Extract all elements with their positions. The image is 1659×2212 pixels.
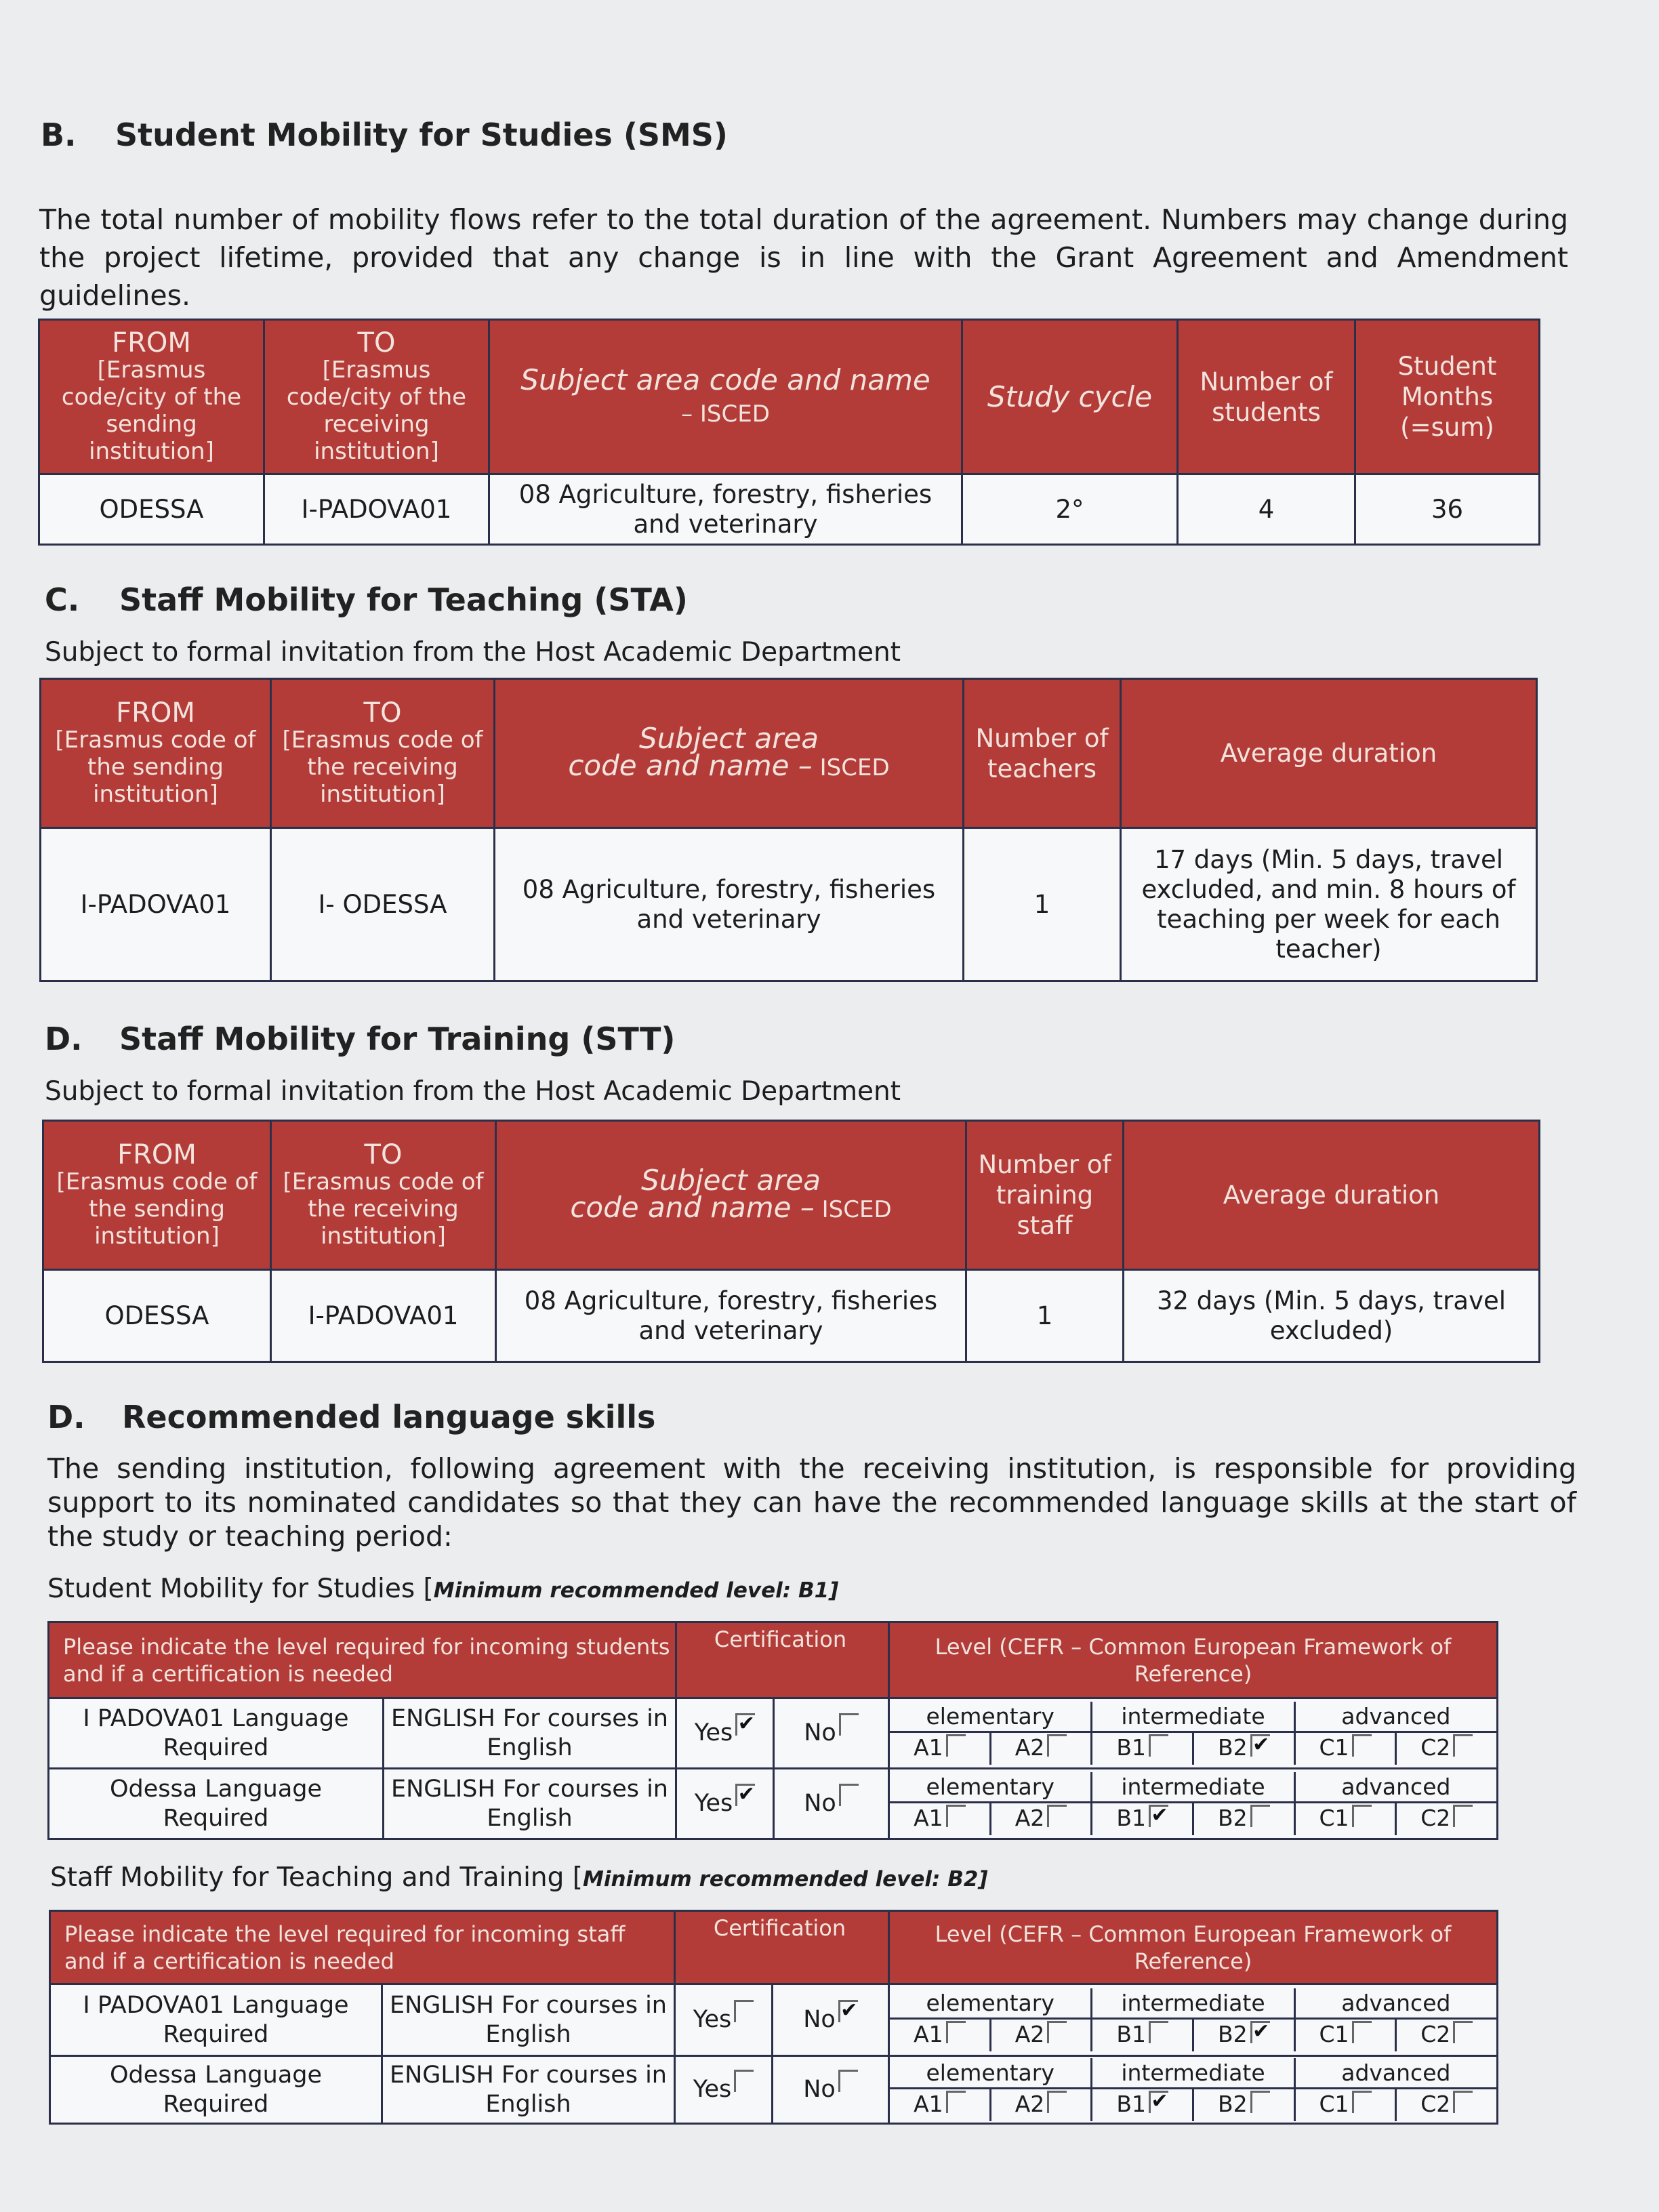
lang-staff-lang-2: ENGLISH For courses in English bbox=[382, 2056, 675, 2124]
checkbox-icon[interactable] bbox=[946, 2091, 966, 2113]
lang-students-lang-2: ENGLISH For courses in English bbox=[384, 1769, 676, 1839]
level-b2[interactable]: B2 ✔ bbox=[1194, 1733, 1296, 1765]
checkbox-icon[interactable]: ✔ bbox=[1250, 2021, 1270, 2043]
sms-heading: B. Student Mobility for Studies (SMS) bbox=[41, 117, 728, 153]
checkbox-icon[interactable] bbox=[1149, 2021, 1168, 2043]
checkbox-icon[interactable] bbox=[839, 1713, 859, 1736]
checkbox-icon[interactable] bbox=[1453, 2091, 1473, 2113]
checkbox-icon[interactable] bbox=[1047, 2091, 1067, 2113]
checkbox-icon[interactable] bbox=[1453, 1805, 1473, 1827]
sta-from: I-PADOVA01 bbox=[41, 828, 271, 981]
checkbox-icon[interactable] bbox=[1047, 1805, 1067, 1827]
sta-header-subject: Subject area code and name – ISCED bbox=[495, 679, 964, 828]
checkbox-icon[interactable] bbox=[1352, 2091, 1372, 2113]
checkbox-icon[interactable] bbox=[1047, 1734, 1067, 1757]
sms-from: ODESSA bbox=[39, 474, 264, 545]
lang-staff-level-header: Level (CEFR – Common European Framework of Reference) bbox=[889, 1911, 1498, 1984]
checkbox-icon[interactable] bbox=[839, 1784, 859, 1806]
sms-header-from: FROM [Erasmus code/city of the sending institution] bbox=[39, 320, 264, 474]
checkbox-icon[interactable] bbox=[1250, 2091, 1270, 2113]
level-c2[interactable]: C2 bbox=[1397, 1803, 1496, 1835]
stt-heading: D. Staff Mobility for Training (STT) bbox=[45, 1021, 676, 1057]
level-c1[interactable]: C1 bbox=[1296, 2089, 1397, 2121]
level-b1[interactable]: B1 bbox=[1092, 2020, 1194, 2051]
checkbox-icon[interactable] bbox=[1352, 2021, 1372, 2043]
checkbox-icon[interactable] bbox=[1352, 1805, 1372, 1827]
lang-students-lang-1: ENGLISH For courses in English bbox=[384, 1698, 676, 1769]
lang-staff-header: Please indicate the level required for incoming staff and if a certification is needed bbox=[50, 1911, 675, 1984]
stt-subject: 08 Agriculture, forestry, fisheries and veterinary bbox=[496, 1270, 966, 1362]
lang-staff-inst-1: I PADOVA01 Language Required bbox=[50, 1984, 382, 2056]
checkbox-icon[interactable]: ✔ bbox=[735, 1784, 755, 1806]
sta-header-number: Number of teachers bbox=[964, 679, 1121, 828]
lang-intro: The sending institution, following agreement with the receiving institution, is responsible for providing support to its nominated candidates so that they can have the recommended language skills at the start of the study or teaching period: bbox=[47, 1452, 1576, 1553]
stt-number: 1 bbox=[966, 1270, 1124, 1362]
stt-header-number: Number of training staff bbox=[966, 1121, 1124, 1270]
sta-heading: C. Staff Mobility for Teaching (STA) bbox=[45, 581, 688, 618]
checkbox-icon[interactable] bbox=[1047, 2021, 1067, 2043]
checkbox-icon[interactable]: ✔ bbox=[1250, 1734, 1270, 1757]
stt-header-from: FROM [Erasmus code of the sending institution] bbox=[43, 1121, 271, 1270]
lang-students-inst-2: Odessa Language Required bbox=[49, 1769, 384, 1839]
lang-staff-lang-1: ENGLISH For courses in English bbox=[382, 1984, 675, 2056]
sta-duration: 17 days (Min. 5 days, travel excluded, and min. 8 hours of teaching per week for each teacher) bbox=[1121, 828, 1537, 981]
checkbox-icon[interactable] bbox=[1352, 1734, 1372, 1757]
checkbox-icon[interactable] bbox=[1453, 2021, 1473, 2043]
level-a1[interactable]: A1 bbox=[890, 2089, 991, 2121]
level-a2[interactable]: A2 bbox=[991, 2020, 1093, 2051]
checkbox-icon[interactable]: ✔ bbox=[838, 2000, 858, 2022]
checkbox-icon[interactable] bbox=[1149, 1734, 1168, 1757]
sms-subject: 08 Agriculture, forestry, fisheries and veterinary bbox=[489, 474, 962, 545]
lang-students-no-2[interactable]: No bbox=[774, 1769, 889, 1839]
lang-staff-yes-1[interactable]: Yes bbox=[675, 1984, 773, 2056]
stt-from: ODESSA bbox=[43, 1270, 271, 1362]
level-b2[interactable]: B2 bbox=[1194, 2089, 1296, 2121]
lang-staff-no-2[interactable]: No bbox=[773, 2056, 889, 2124]
sta-header-from: FROM [Erasmus code of the sending institution] bbox=[41, 679, 271, 828]
sms-months: 36 bbox=[1355, 474, 1540, 545]
sms-table bbox=[38, 319, 1540, 546]
checkbox-icon[interactable] bbox=[1453, 1734, 1473, 1757]
sta-subject: 08 Agriculture, forestry, fisheries and veterinary bbox=[495, 828, 964, 981]
checkbox-icon[interactable] bbox=[734, 2070, 754, 2092]
stt-to: I-PADOVA01 bbox=[271, 1270, 496, 1362]
stt-duration: 32 days (Min. 5 days, travel excluded) bbox=[1124, 1270, 1540, 1362]
lang-students-inst-1: I PADOVA01 Language Required bbox=[49, 1698, 384, 1769]
sta-number: 1 bbox=[964, 828, 1121, 981]
level-a2[interactable]: A2 bbox=[991, 2089, 1093, 2121]
sms-number: 4 bbox=[1178, 474, 1355, 545]
lang-staff-inst-2: Odessa Language Required bbox=[50, 2056, 382, 2124]
level-a2[interactable]: A2 bbox=[991, 1803, 1093, 1835]
level-b1[interactable]: B1 bbox=[1092, 1733, 1194, 1765]
sms-cycle: 2° bbox=[962, 474, 1178, 545]
lang-students-cert-header: Certification bbox=[676, 1622, 889, 1698]
sms-header-subject: Subject area code and name – ISCED bbox=[489, 320, 962, 474]
lang-staff-no-1[interactable]: No ✔ bbox=[773, 1984, 889, 2056]
level-a1[interactable]: A1 bbox=[890, 1803, 991, 1835]
sms-header-number: Number of students bbox=[1178, 320, 1355, 474]
stt-table bbox=[42, 1120, 1540, 1363]
lang-heading: D. Recommended language skills bbox=[47, 1399, 656, 1435]
level-b2[interactable]: B2 bbox=[1194, 1803, 1296, 1835]
lang-staff-table bbox=[49, 1910, 1498, 2125]
checkbox-icon[interactable] bbox=[734, 2000, 754, 2022]
sta-header-duration: Average duration bbox=[1121, 679, 1537, 828]
sms-intro: The total number of mobility flows refer to the total duration of the agreement. Numbers may change during the project lifetime, provided that any change is in line with the Grant Agreement and Amendment guidelines. bbox=[39, 203, 1568, 312]
stt-note: Subject to formal invitation from the Host Academic Department bbox=[45, 1076, 901, 1107]
lang-students-yes-1[interactable]: Yes ✔ bbox=[676, 1698, 774, 1769]
stt-header-to: TO [Erasmus code of the receiving institution] bbox=[271, 1121, 496, 1270]
lang-staff-yes-2[interactable]: Yes bbox=[675, 2056, 773, 2124]
lang-students-levels-1: elementary intermediate advanced A1 A2 B1 B2 ✔ C1 C2 bbox=[889, 1698, 1498, 1769]
lang-students-yes-2[interactable]: Yes ✔ bbox=[676, 1769, 774, 1839]
level-a1[interactable]: A1 bbox=[890, 2020, 991, 2051]
level-c2[interactable]: C2 bbox=[1397, 2089, 1496, 2121]
sms-header-cycle: Study cycle bbox=[962, 320, 1178, 474]
lang-students-level-header: Level (CEFR – Common European Framework of Reference) bbox=[889, 1622, 1498, 1698]
stt-header-duration: Average duration bbox=[1124, 1121, 1540, 1270]
sms-header-months: Student Months (=sum) bbox=[1355, 320, 1540, 474]
lang-students-levels-2: elementary intermediate advanced A1 A2 B1 ✔ B2 C1 C2 bbox=[889, 1769, 1498, 1839]
sta-note: Subject to formal invitation from the Host Academic Department bbox=[45, 637, 901, 668]
checkbox-icon[interactable] bbox=[946, 1805, 966, 1827]
lang-staff-levels-1: elementary intermediate advanced A1 A2 B1 B2 ✔ C1 C2 bbox=[889, 1984, 1498, 2056]
sms-header-to: TO [Erasmus code/city of the receiving institution] bbox=[264, 320, 489, 474]
lang-students-title: Student Mobility for Studies [Minimum recommended level: B1] bbox=[47, 1574, 839, 1604]
lang-students-header: Please indicate the level required for incoming students and if a certification is needed bbox=[49, 1622, 676, 1698]
checkbox-icon[interactable]: ✔ bbox=[1149, 2091, 1168, 2113]
level-c2[interactable]: C2 bbox=[1397, 2020, 1496, 2051]
sta-header-to: TO [Erasmus code of the receiving institution] bbox=[271, 679, 495, 828]
lang-students-no-1[interactable]: No bbox=[774, 1698, 889, 1769]
level-b1[interactable]: B1 ✔ bbox=[1092, 2089, 1194, 2121]
lang-students-table bbox=[47, 1621, 1498, 1840]
lang-staff-levels-2: elementary intermediate advanced A1 A2 B1 ✔ B2 C1 C2 bbox=[889, 2056, 1498, 2124]
level-c1[interactable]: C1 bbox=[1296, 1733, 1397, 1765]
level-c1[interactable]: C1 bbox=[1296, 2020, 1397, 2051]
lang-staff-title: Staff Mobility for Teaching and Training [Minimum recommended level: B2] bbox=[50, 1862, 988, 1893]
checkbox-icon[interactable] bbox=[946, 2021, 966, 2043]
level-b1[interactable]: B1 ✔ bbox=[1092, 1803, 1194, 1835]
lang-staff-cert-header: Certification bbox=[675, 1911, 889, 1984]
checkbox-icon[interactable]: ✔ bbox=[735, 1713, 755, 1736]
sta-to: I- ODESSA bbox=[271, 828, 495, 981]
checkbox-icon[interactable] bbox=[1250, 1805, 1270, 1827]
level-c1[interactable]: C1 bbox=[1296, 1803, 1397, 1835]
level-a1[interactable]: A1 bbox=[890, 1733, 991, 1765]
checkbox-icon[interactable] bbox=[946, 1734, 966, 1757]
sta-table bbox=[39, 678, 1538, 982]
level-c2[interactable]: C2 bbox=[1397, 1733, 1496, 1765]
level-b2[interactable]: B2 ✔ bbox=[1194, 2020, 1296, 2051]
checkbox-icon[interactable]: ✔ bbox=[1149, 1805, 1168, 1827]
sms-to: I-PADOVA01 bbox=[264, 474, 489, 545]
stt-header-subject: Subject area code and name – ISCED bbox=[496, 1121, 966, 1270]
checkbox-icon[interactable] bbox=[838, 2070, 858, 2092]
level-a2[interactable]: A2 bbox=[991, 1733, 1093, 1765]
